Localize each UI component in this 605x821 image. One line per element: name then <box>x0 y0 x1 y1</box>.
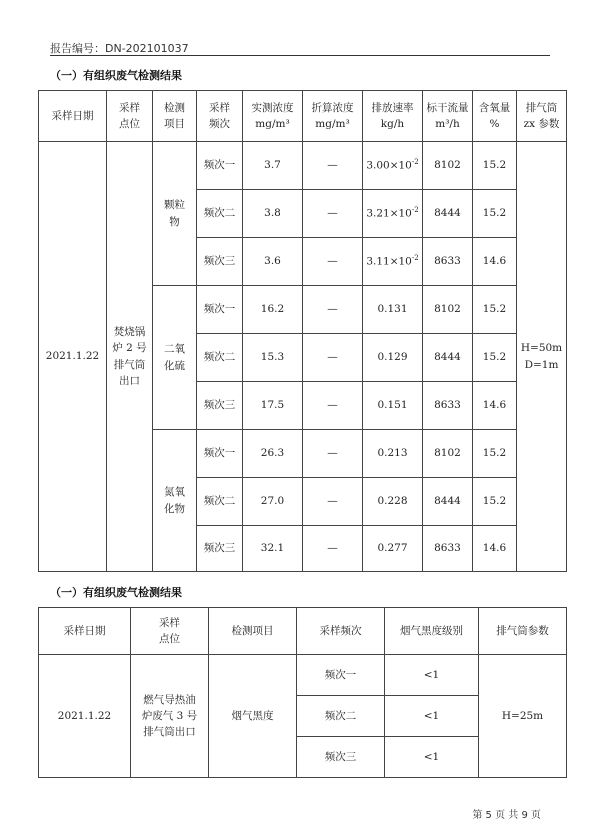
sampling-frequency: 频次二 <box>197 190 243 238</box>
sampling-frequency: 频次三 <box>197 526 243 572</box>
column-header-line: 采样 <box>159 616 180 629</box>
standard-dry-flow: 8102 <box>423 430 473 478</box>
stack-parameters-line: H=50m <box>520 342 563 355</box>
oxygen-content: 14.6 <box>473 238 517 286</box>
column-header-line: mg/m³ <box>255 118 290 130</box>
column-header <box>131 608 209 655</box>
sampling-location <box>107 142 153 572</box>
column-header-line: 排气筒参数 <box>496 624 549 637</box>
standard-dry-flow: 8444 <box>423 334 473 382</box>
sampling-date: 2021.1.22 <box>39 142 107 572</box>
emission-rate-exponent: -2 <box>411 158 419 167</box>
column-header-line: 排放速率 <box>371 101 414 114</box>
sampling-location-line: 出口 <box>119 374 140 387</box>
header-row <box>39 91 567 142</box>
sampling-location-line: 炉 2 号 <box>112 342 147 355</box>
sampling-frequency: 频次一 <box>297 655 385 696</box>
column-header-line: kg/h <box>380 118 405 130</box>
emission-rate-exponent: -2 <box>411 254 419 263</box>
converted-concentration: — <box>303 238 363 286</box>
measured-concentration: 27.0 <box>243 478 303 526</box>
column-header <box>385 608 479 655</box>
column-header-line: 检测项目 <box>231 624 274 637</box>
converted-concentration: — <box>303 478 363 526</box>
emission-rate: 0.277 <box>363 526 423 572</box>
column-header <box>517 91 567 142</box>
column-header-line: 检测 <box>164 101 185 114</box>
test-item-line: 化硫 <box>164 359 185 372</box>
column-header <box>197 91 243 142</box>
table-row <box>39 655 567 696</box>
oxygen-content: 15.2 <box>473 334 517 382</box>
emission-rate: 0.129 <box>363 334 423 382</box>
oxygen-content: 14.6 <box>473 382 517 430</box>
test-item <box>153 286 197 430</box>
converted-concentration: — <box>303 190 363 238</box>
test-item-line: 氮氧 <box>164 486 185 499</box>
column-header <box>39 608 131 655</box>
test-item-line: 物 <box>169 215 180 228</box>
column-header-line: 采样日期 <box>51 109 94 122</box>
converted-concentration: — <box>303 286 363 334</box>
header-rule <box>50 55 550 56</box>
sampling-location-line: 焚烧锅 <box>113 325 146 338</box>
header-row <box>39 608 567 655</box>
column-header <box>479 608 567 655</box>
oxygen-content: 14.6 <box>473 526 517 572</box>
sampling-location-line: 排气筒 <box>113 358 146 371</box>
column-header-line: 实测浓度 <box>251 101 294 114</box>
column-header <box>209 608 297 655</box>
column-header <box>153 91 197 142</box>
emission-rate: 0.228 <box>363 478 423 526</box>
converted-concentration: — <box>303 526 363 572</box>
column-header-line: 烟气黑度级别 <box>400 624 463 637</box>
oxygen-content: 15.2 <box>473 430 517 478</box>
column-header-line: 采样 <box>209 101 230 114</box>
emission-results-table <box>38 90 567 572</box>
column-header-line: 排气筒 <box>525 101 558 114</box>
sampling-location-line: 炉废气 3 号 <box>141 709 198 722</box>
sampling-location-line: 排气筒出口 <box>143 726 196 739</box>
sampling-frequency: 频次二 <box>197 334 243 382</box>
standard-dry-flow: 8633 <box>423 238 473 286</box>
column-header-line: 折算浓度 <box>311 101 354 114</box>
measured-concentration: 15.3 <box>243 334 303 382</box>
standard-dry-flow: 8633 <box>423 382 473 430</box>
emission-rate-mantissa: 3.11×10 <box>366 255 412 268</box>
column-header-line: zx 参数 <box>523 118 560 130</box>
column-header <box>243 91 303 142</box>
column-header-line: m³/h <box>435 118 460 130</box>
column-header <box>297 608 385 655</box>
column-header <box>473 91 517 142</box>
sampling-frequency: 频次二 <box>197 478 243 526</box>
emission-rate-mantissa: 3.00×10 <box>366 159 412 172</box>
smoke-blackness-table <box>38 607 567 778</box>
test-item <box>153 142 197 286</box>
standard-dry-flow: 8444 <box>423 190 473 238</box>
section-title: （一）有组织废气检测结果 <box>50 69 182 82</box>
column-header-line: 点位 <box>119 118 140 130</box>
sampling-frequency: 频次一 <box>197 142 243 190</box>
test-item: 烟气黑度 <box>209 655 297 778</box>
blackness-level: <1 <box>385 737 479 778</box>
column-header-line: 频次 <box>209 118 230 130</box>
column-header-line: 采样 <box>119 101 140 114</box>
measured-concentration: 26.3 <box>243 430 303 478</box>
standard-dry-flow: 8102 <box>423 286 473 334</box>
emission-rate-mantissa: 3.21×10 <box>366 207 412 220</box>
oxygen-content: 15.2 <box>473 190 517 238</box>
measured-concentration: 17.5 <box>243 382 303 430</box>
emission-rate <box>363 142 423 190</box>
measured-concentration: 3.8 <box>243 190 303 238</box>
converted-concentration: — <box>303 382 363 430</box>
sampling-date: 2021.1.22 <box>39 655 131 778</box>
column-header <box>363 91 423 142</box>
column-header-line: 采样日期 <box>63 624 106 637</box>
emission-rate <box>363 238 423 286</box>
test-item-line: 颗粒 <box>164 199 185 212</box>
section-title: （一）有组织废气检测结果 <box>50 586 182 599</box>
blackness-level: <1 <box>385 655 479 696</box>
oxygen-content: 15.2 <box>473 286 517 334</box>
oxygen-content: 15.2 <box>473 478 517 526</box>
sampling-frequency: 频次二 <box>297 696 385 737</box>
converted-concentration: — <box>303 142 363 190</box>
sampling-frequency: 频次一 <box>197 286 243 334</box>
emission-rate <box>363 190 423 238</box>
measured-concentration: 3.6 <box>243 238 303 286</box>
test-item-line: 二氧 <box>164 343 185 356</box>
column-header <box>39 91 107 142</box>
converted-concentration: — <box>303 334 363 382</box>
standard-dry-flow: 8102 <box>423 142 473 190</box>
measured-concentration: 16.2 <box>243 286 303 334</box>
column-header-line: % <box>489 118 500 130</box>
column-header-line: 采样频次 <box>319 624 362 637</box>
table-row <box>39 142 567 190</box>
emission-rate: 0.131 <box>363 286 423 334</box>
converted-concentration: — <box>303 430 363 478</box>
column-header-line: mg/m³ <box>315 118 350 130</box>
blackness-level: <1 <box>385 696 479 737</box>
column-header-line: 含氧量 <box>478 101 511 114</box>
standard-dry-flow: 8444 <box>423 478 473 526</box>
column-header <box>303 91 363 142</box>
sampling-frequency: 频次三 <box>197 382 243 430</box>
stack-parameters: H=25m <box>479 655 567 778</box>
standard-dry-flow: 8633 <box>423 526 473 572</box>
test-item <box>153 430 197 572</box>
emission-rate-exponent: -2 <box>411 206 419 215</box>
measured-concentration: 32.1 <box>243 526 303 572</box>
sampling-location <box>131 655 209 778</box>
oxygen-content: 15.2 <box>473 142 517 190</box>
emission-rate: 0.213 <box>363 430 423 478</box>
sampling-frequency: 频次三 <box>297 737 385 778</box>
measured-concentration: 3.7 <box>243 142 303 190</box>
column-header-line: 项目 <box>164 118 185 130</box>
column-header <box>423 91 473 142</box>
sampling-frequency: 频次三 <box>197 238 243 286</box>
sampling-frequency: 频次一 <box>197 430 243 478</box>
stack-parameters <box>517 142 567 572</box>
report-number: 报告编号：DN-202101037 <box>50 42 189 55</box>
page-footer: 第 5 页 共 9 页 <box>472 810 541 821</box>
column-header <box>107 91 153 142</box>
emission-rate: 0.151 <box>363 382 423 430</box>
column-header-line: 点位 <box>159 633 180 645</box>
test-item-line: 化物 <box>164 502 185 515</box>
column-header-line: 标干流量 <box>426 101 469 114</box>
stack-parameters-line: D=1m <box>524 358 559 371</box>
sampling-location-line: 燃气导热油 <box>143 693 196 706</box>
